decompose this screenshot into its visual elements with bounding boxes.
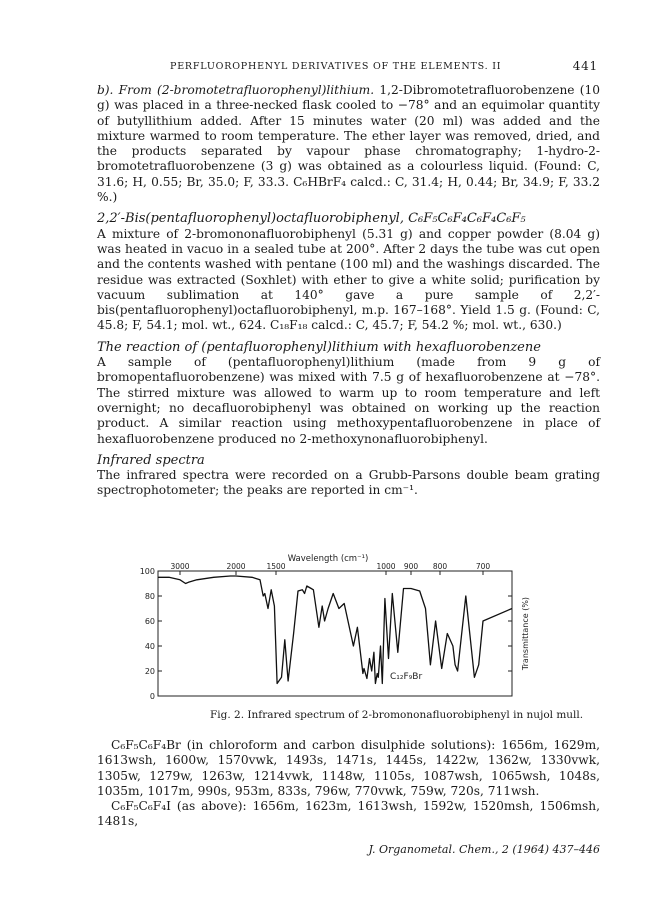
main-text xyxy=(97,83,600,499)
page-number: 441 xyxy=(572,59,598,73)
ir-paragraph: The infrared spectra were recorded on a Grubb-Parsons double beam grating spectrophotometer; the peaks are reported in cm⁻¹. xyxy=(97,468,600,498)
x-tick-label: 1500 xyxy=(266,562,286,571)
y-tick-label: 20 xyxy=(144,667,155,676)
ir-heading: Infrared spectra xyxy=(97,452,205,468)
y-tick-label: 60 xyxy=(144,617,155,626)
plot-frame xyxy=(158,571,512,696)
x-tick-label: 700 xyxy=(475,562,491,571)
bis-paragraph: A mixture of 2-bromononafluorobiphenyl (5.31 g) and copper powder (8.04 g) was heated in vacuo in a sealed tube at 200°. After 2 days the tube was cut open and the contents washed with pentane (100 ml) and the washings discarded. The residue was extracted (Soxhlet) with ether to give a white solid; purification by vacuum sublimation at 140° gave a pure sample of 2,2′-bis(pentafluorophenyl)octafluorobiphenyl, m.p. 167–168°. Yield 1.5 g. (Found: C, 45.8; F, 54.1; mol. wt., 624. C₁₈F₁₈ calcd.: C, 45.7; F, 54.2 %; mol. wt., 630.) xyxy=(97,226,600,333)
x-tick-label: 2000 xyxy=(226,562,246,571)
peaks-text xyxy=(97,738,600,830)
x-tick-label: 900 xyxy=(403,562,419,571)
reaction-heading: The reaction of (pentafluorophenyl)lithium with hexafluorobenzene xyxy=(97,339,541,355)
x-tick-label: 1000 xyxy=(376,562,396,571)
ir-spectrum-chart xyxy=(128,553,552,703)
section-b-label: b). From (2-bromotetrafluorophenyl)lithium. xyxy=(97,83,375,97)
y-tick-label: 100 xyxy=(139,567,155,576)
y-tick-label: 80 xyxy=(144,592,155,601)
figure-caption: Fig. 2. Infrared spectrum of 2-bromononafluorobiphenyl in nujol mull. xyxy=(210,709,584,721)
y-tick-label: 0 xyxy=(149,692,155,701)
y-tick-label: 40 xyxy=(144,642,155,651)
running-header xyxy=(100,59,598,75)
spectrum-line xyxy=(158,576,512,684)
compound-annotation: C₁₂F₉Br xyxy=(390,672,423,682)
x-tick-label: 3000 xyxy=(170,562,190,571)
section-b-paragraph xyxy=(97,83,600,205)
journal-footer: J. Organometal. Chem., 2 (1964) 437–446 xyxy=(368,843,600,856)
running-title: PERFLUOROPHENYL DERIVATIVES OF THE ELEMENTS. II xyxy=(170,61,502,72)
x-axis-label: Wavelength (cm⁻¹) xyxy=(287,554,369,564)
x-tick-label: 800 xyxy=(432,562,448,571)
peaks-paragraph-2: C₆F₅C₆F₄I (as above): 1656m, 1623m, 1613wsh, 1592w, 1520msh, 1506msh, 1481s, xyxy=(97,799,600,829)
peaks-paragraph-1: C₆F₅C₆F₄Br (in chloroform and carbon disulphide solutions): 1656m, 1629m, 1613wsh, 1600w, 1570vwk, 1493s, 1471s, 1445s, 1422w, 1362w, 1330vwk, 1305w, 1279w, 1263w, 1214vwk, 1148w, 1105s, 1087wsh, 1065wsh, 1048s, 1035m, 1017m, 990s, 953m, 833s, 796w, 770vwk, 759w, 720s, 711wsh. xyxy=(97,738,600,798)
y-axis-label: Transmittance (%) xyxy=(521,596,530,671)
section-b-text: 1,2-Dibromotetrafluorobenzene (10 g) was placed in a three-necked flask cooled to −78° and an equimolar quantity of butyllithium added. After 15 minutes water (20 ml) was added and the mixture warmed to room temperature. The ether layer was removed, dried, and the products separated by vapour phase chromatography; 1-hydro-2-bromotetrafluorobenzene (3 g) was obtained as a colourless liquid. (Found: C, 31.6; H, 0.55; Br, 35.0; F, 33.3. C₆HBrF₄ calcd.: C, 31.4; H, 0.44; Br, 34.9; F, 33.2 %.) xyxy=(97,83,600,205)
reaction-paragraph: A sample of (pentafluorophenyl)lithium (made from 9 g of bromopentafluorobenzene) was mixed with 7.5 g of hexafluorobenzene at −78°. The stirred mixture was allowed to warm up to room temperature and left overnight; no decafluorobiphenyl was obtained on working up the reaction product. A similar reaction using methoxypentafluorobenzene in place of hexafluorobenzene produced no 2-methoxynonafluorobiphenyl. xyxy=(97,355,600,446)
bis-heading: 2,2′-Bis(pentafluorophenyl)octafluorobiphenyl, C₆F₅C₆F₄C₆F₄C₆F₅ xyxy=(97,211,526,227)
